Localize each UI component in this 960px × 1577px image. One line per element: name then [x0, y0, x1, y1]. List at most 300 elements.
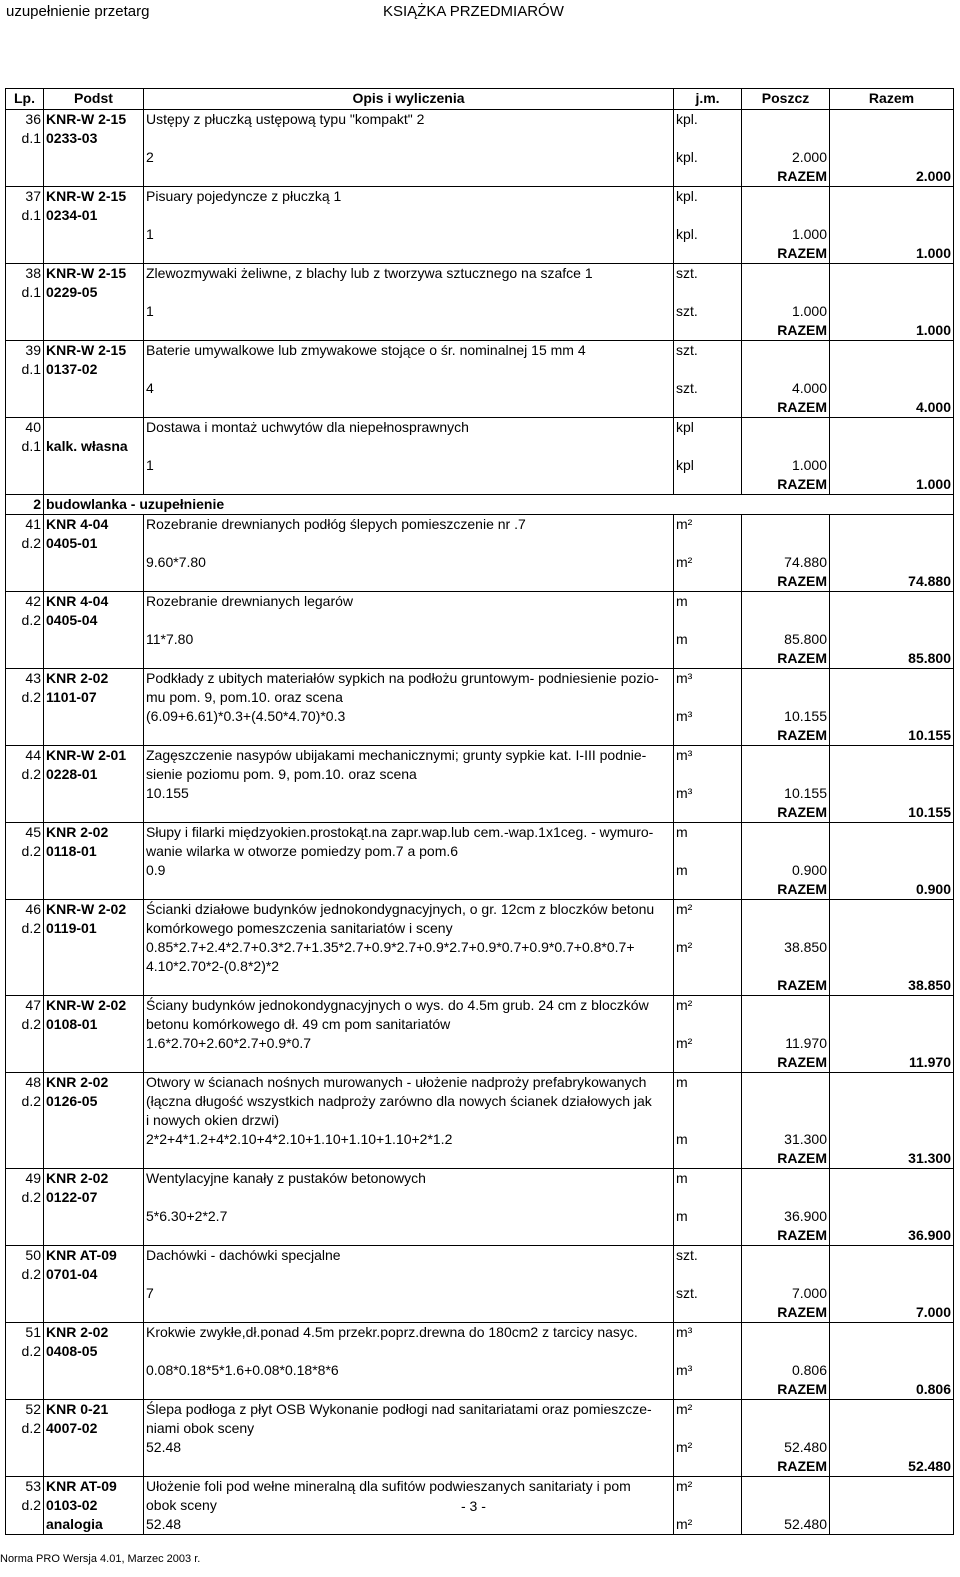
item-description: Słupy i filarki międzyokien.prostokąt.na zapr.wap.lub cem.-wap.1x1ceg. - wymuro-	[144, 823, 674, 843]
item-empty	[830, 456, 954, 475]
item-description: sienie poziomu pom. 9, pom.10. oraz scena	[144, 765, 674, 784]
item-empty	[830, 1438, 954, 1457]
razem-label: RAZEM	[742, 1303, 830, 1323]
item-number: 37	[6, 187, 44, 207]
item-code-detail: 0126-05	[44, 1092, 144, 1111]
item-empty	[742, 437, 830, 456]
item-description: Ścianki działowe budynków jednokondygnacyjnych, o gr. 12cm z bloczków betonu	[144, 900, 674, 920]
item-description: betonu komórkowego dł. 49 cm pom sanitariatów	[144, 1015, 674, 1034]
table-row	[6, 206, 954, 225]
item-empty	[674, 283, 742, 302]
item-empty	[674, 360, 742, 379]
item-empty	[742, 534, 830, 553]
item-chapter: d.2	[6, 765, 44, 784]
item-empty	[674, 1111, 742, 1130]
item-code: KNR AT-09	[44, 1477, 144, 1497]
item-description: komórkowego pomeszczenia sanitariatów i sceny	[144, 919, 674, 938]
item-description: Ułożenie foli pod wełne mineralną dla sufitów podwieszanych sanitariaty i pom	[144, 1477, 674, 1497]
item-empty	[144, 572, 674, 592]
item-description: niami obok sceny	[144, 1419, 674, 1438]
item-number: 49	[6, 1169, 44, 1189]
item-empty	[830, 1207, 954, 1226]
item-empty	[830, 957, 954, 976]
table-row	[6, 592, 954, 612]
table-row	[6, 398, 954, 418]
item-empty	[44, 1226, 144, 1246]
item-code-extra	[44, 553, 144, 572]
item-empty	[674, 244, 742, 264]
item-empty	[44, 1457, 144, 1477]
item-unit: m³	[674, 1323, 742, 1343]
item-empty	[6, 1130, 44, 1149]
item-empty	[144, 1226, 674, 1246]
item-empty	[830, 1188, 954, 1207]
razem-value: 0.806	[830, 1380, 954, 1400]
item-description: Ściany budynków jednokondygnacyjnych o wys. do 4.5m grub. 24 cm z bloczków	[144, 996, 674, 1016]
item-empty	[742, 592, 830, 612]
item-empty	[674, 437, 742, 456]
section-title: budowlanka - uzupełnienie	[44, 495, 954, 515]
item-empty	[742, 1188, 830, 1207]
item-empty	[742, 187, 830, 207]
item-description: i nowych okien drzwi)	[144, 1111, 674, 1130]
item-empty	[6, 1438, 44, 1457]
item-description	[144, 534, 674, 553]
item-chapter: d.2	[6, 611, 44, 630]
item-code-extra	[44, 707, 144, 726]
item-empty	[6, 976, 44, 996]
item-code-extra: analogia	[44, 1515, 144, 1535]
item-empty	[6, 726, 44, 746]
item-empty	[674, 1265, 742, 1284]
item-unit: m²	[674, 1477, 742, 1497]
table-row	[6, 688, 954, 707]
item-empty	[830, 187, 954, 207]
table-row	[6, 1284, 954, 1303]
item-chapter: d.2	[6, 919, 44, 938]
item-empty	[742, 129, 830, 148]
item-empty	[44, 726, 144, 746]
table-row	[6, 283, 954, 302]
item-empty	[830, 707, 954, 726]
item-empty	[742, 418, 830, 438]
item-chapter: d.2	[6, 1496, 44, 1515]
item-calc-unit: m	[674, 630, 742, 649]
razem-label: RAZEM	[742, 726, 830, 746]
table-row	[6, 110, 954, 130]
item-empty	[830, 630, 954, 649]
item-code-detail: 0229-05	[44, 283, 144, 302]
item-empty	[44, 957, 144, 976]
item-empty	[6, 784, 44, 803]
item-description	[144, 437, 674, 456]
item-empty	[742, 1111, 830, 1130]
item-empty	[674, 1092, 742, 1111]
item-code: KNR-W 2-02	[44, 996, 144, 1016]
col-header-podst: Podst	[44, 89, 144, 110]
item-empty	[674, 611, 742, 630]
item-empty	[830, 1169, 954, 1189]
item-description: Dostawa i montaż uchwytów dla niepełnosprawnych	[144, 418, 674, 438]
item-empty	[44, 1053, 144, 1073]
item-empty	[6, 649, 44, 669]
item-empty	[44, 244, 144, 264]
item-number: 39	[6, 341, 44, 361]
item-empty	[144, 1053, 674, 1073]
item-description: Zagęszczenie nasypów ubijakami mechanicznymi; grunty sypkie kat. I-III podnie-	[144, 746, 674, 766]
item-code: KNR 2-02	[44, 669, 144, 689]
item-empty	[6, 148, 44, 167]
item-empty	[742, 1073, 830, 1093]
table-row	[6, 1130, 954, 1149]
table-row	[6, 302, 954, 321]
table-row	[6, 746, 954, 766]
item-empty	[830, 515, 954, 535]
item-number: 44	[6, 746, 44, 766]
item-empty	[144, 1457, 674, 1477]
item-code-extra	[44, 861, 144, 880]
item-empty	[742, 765, 830, 784]
razem-value: 7.000	[830, 1303, 954, 1323]
item-empty	[742, 360, 830, 379]
item-empty	[6, 379, 44, 398]
table-row	[6, 456, 954, 475]
table-row	[6, 379, 954, 398]
item-empty	[144, 244, 674, 264]
table-row	[6, 630, 954, 649]
item-empty	[44, 572, 144, 592]
item-unit: m²	[674, 996, 742, 1016]
item-empty	[742, 1342, 830, 1361]
item-value: 1.000	[742, 225, 830, 244]
item-empty	[742, 1496, 830, 1515]
table-row	[6, 167, 954, 187]
item-empty	[674, 475, 742, 495]
table-row	[6, 1342, 954, 1361]
item-code-detail: 0228-01	[44, 765, 144, 784]
item-empty	[830, 1342, 954, 1361]
item-empty	[674, 1419, 742, 1438]
item-empty	[830, 765, 954, 784]
item-empty	[144, 1303, 674, 1323]
item-code-detail: kalk. własna	[44, 437, 144, 456]
item-code-detail: 0234-01	[44, 206, 144, 225]
item-empty	[830, 1034, 954, 1053]
razem-label: RAZEM	[742, 1457, 830, 1477]
table-row	[6, 1457, 954, 1477]
item-number: 48	[6, 1073, 44, 1093]
item-empty	[144, 1149, 674, 1169]
table-row	[6, 534, 954, 553]
item-description: wanie wilarka w otworze pomiedzy pom.7 a pom.6	[144, 842, 674, 861]
razem-label: RAZEM	[742, 321, 830, 341]
item-code-extra	[44, 225, 144, 244]
footer-text: Norma PRO Wersja 4.01, Marzec 2003 r.	[0, 1553, 201, 1565]
item-number: 47	[6, 996, 44, 1016]
item-number: 50	[6, 1246, 44, 1266]
item-code: KNR-W 2-15	[44, 264, 144, 284]
item-calculation: 4.10*2.70*2-(0.8*2)*2	[144, 957, 674, 976]
item-number: 45	[6, 823, 44, 843]
item-empty	[674, 1015, 742, 1034]
item-empty	[144, 321, 674, 341]
item-empty	[674, 765, 742, 784]
item-chapter: d.2	[6, 1342, 44, 1361]
item-empty	[6, 456, 44, 475]
table-row	[6, 823, 954, 843]
item-empty	[674, 1380, 742, 1400]
item-value: 0.806	[742, 1361, 830, 1380]
item-empty	[742, 110, 830, 130]
item-empty	[742, 611, 830, 630]
item-empty	[674, 880, 742, 900]
item-code-extra	[44, 1207, 144, 1226]
col-header-jm: j.m.	[674, 89, 742, 110]
item-empty	[674, 1496, 742, 1515]
item-empty	[830, 1130, 954, 1149]
item-empty	[674, 129, 742, 148]
item-empty	[674, 206, 742, 225]
item-description: Zlewozmywaki żeliwne, z blachy lub z tworzywa sztucznego na szafce 1	[144, 264, 674, 284]
razem-label: RAZEM	[742, 1226, 830, 1246]
item-empty	[144, 649, 674, 669]
item-empty	[742, 746, 830, 766]
item-calc-unit: m	[674, 861, 742, 880]
item-description: Baterie umywalkowe lub zmywakowe stojące o śr. nominalnej 15 mm 4	[144, 341, 674, 361]
item-code-extra	[44, 1034, 144, 1053]
item-chapter: d.1	[6, 437, 44, 456]
item-code-detail: 0122-07	[44, 1188, 144, 1207]
item-empty	[830, 1092, 954, 1111]
item-description: Dachówki - dachówki specjalne	[144, 1246, 674, 1266]
item-code: KNR 4-04	[44, 515, 144, 535]
item-calculation: 7	[144, 1284, 674, 1303]
razem-label: RAZEM	[742, 1380, 830, 1400]
item-number: 53	[6, 1477, 44, 1497]
item-empty	[830, 938, 954, 957]
item-value: 10.155	[742, 784, 830, 803]
item-empty	[742, 1169, 830, 1189]
item-empty	[6, 244, 44, 264]
item-empty	[830, 592, 954, 612]
page-number: - 3 -	[461, 1498, 486, 1514]
item-empty	[830, 611, 954, 630]
item-empty	[44, 1149, 144, 1169]
item-calc-unit: szt.	[674, 1284, 742, 1303]
item-empty	[742, 283, 830, 302]
item-empty	[44, 1303, 144, 1323]
item-empty	[830, 534, 954, 553]
item-value: 52.480	[742, 1515, 830, 1535]
item-empty	[830, 264, 954, 284]
item-code: KNR-W 2-15	[44, 187, 144, 207]
razem-label: RAZEM	[742, 1149, 830, 1169]
table-row	[6, 1303, 954, 1323]
item-code-extra	[44, 379, 144, 398]
item-empty	[742, 1400, 830, 1420]
item-empty	[6, 707, 44, 726]
col-header-lp: Lp.	[6, 89, 44, 110]
table-row	[6, 784, 954, 803]
item-value: 1.000	[742, 302, 830, 321]
item-code: KNR AT-09	[44, 1246, 144, 1266]
item-empty	[742, 842, 830, 861]
item-empty	[830, 1073, 954, 1093]
col-header-opis: Opis i wyliczenia	[144, 89, 674, 110]
item-calculation: 1	[144, 225, 674, 244]
item-empty	[6, 1284, 44, 1303]
item-empty	[674, 398, 742, 418]
item-calculation: 9.60*7.80	[144, 553, 674, 572]
razem-value: 1.000	[830, 475, 954, 495]
item-unit: szt.	[674, 1246, 742, 1266]
table-row	[6, 341, 954, 361]
table-row	[6, 1246, 954, 1266]
razem-value: 4.000	[830, 398, 954, 418]
item-empty	[144, 726, 674, 746]
item-unit: kpl.	[674, 110, 742, 130]
table-row	[6, 1015, 954, 1034]
table-row	[6, 360, 954, 379]
razem-label: RAZEM	[742, 1053, 830, 1073]
item-code: KNR 2-02	[44, 1169, 144, 1189]
item-empty	[44, 167, 144, 187]
item-empty	[44, 649, 144, 669]
item-calc-unit: m	[674, 1130, 742, 1149]
item-empty	[830, 360, 954, 379]
item-empty	[674, 1226, 742, 1246]
item-chapter: d.2	[6, 1188, 44, 1207]
table-row	[6, 919, 954, 938]
item-empty	[6, 1034, 44, 1053]
item-description	[144, 1265, 674, 1284]
item-chapter: d.2	[6, 1092, 44, 1111]
item-empty	[6, 1207, 44, 1226]
item-chapter: d.2	[6, 1015, 44, 1034]
razem-label: RAZEM	[742, 880, 830, 900]
item-code: KNR-W 2-15	[44, 110, 144, 130]
section-row	[6, 495, 954, 515]
table-row	[6, 225, 954, 244]
razem-label: RAZEM	[742, 167, 830, 187]
item-code-extra	[44, 302, 144, 321]
item-code-detail: 0119-01	[44, 919, 144, 938]
item-empty	[830, 225, 954, 244]
item-code-detail: 1101-07	[44, 688, 144, 707]
item-unit: kpl.	[674, 187, 742, 207]
item-calc-unit: m²	[674, 553, 742, 572]
item-empty	[742, 515, 830, 535]
table-row	[6, 996, 954, 1016]
item-empty	[830, 1400, 954, 1420]
measurement-table	[5, 88, 954, 1535]
item-empty	[6, 321, 44, 341]
table-row	[6, 1053, 954, 1073]
item-chapter: d.1	[6, 283, 44, 302]
header-title-center: KSIĄŻKA PRZEDMIARÓW	[383, 3, 564, 20]
table-row	[6, 129, 954, 148]
item-empty	[674, 1342, 742, 1361]
item-empty	[44, 803, 144, 823]
item-empty	[44, 398, 144, 418]
item-empty	[830, 1265, 954, 1284]
item-number: 43	[6, 669, 44, 689]
item-code: KNR 4-04	[44, 592, 144, 612]
table-row	[6, 264, 954, 284]
item-empty	[6, 861, 44, 880]
item-description: Rozebranie drewnianych podłóg ślepych pomieszczenie nr .7	[144, 515, 674, 535]
item-calc-unit: m²	[674, 938, 742, 957]
item-value: 7.000	[742, 1284, 830, 1303]
item-number: 41	[6, 515, 44, 535]
item-empty	[830, 1496, 954, 1515]
item-empty	[830, 1284, 954, 1303]
item-number: 38	[6, 264, 44, 284]
item-calculation: 52.48	[144, 1438, 674, 1457]
item-code-extra	[44, 1438, 144, 1457]
item-empty	[830, 283, 954, 302]
table-body	[6, 110, 954, 1535]
item-empty	[830, 148, 954, 167]
item-empty	[6, 1380, 44, 1400]
item-unit: m	[674, 823, 742, 843]
item-empty	[742, 823, 830, 843]
item-number: 51	[6, 1323, 44, 1343]
table-row	[6, 976, 954, 996]
table-row	[6, 1188, 954, 1207]
item-chapter: d.1	[6, 206, 44, 225]
item-value: 74.880	[742, 553, 830, 572]
item-value: 52.480	[742, 1438, 830, 1457]
item-empty	[674, 726, 742, 746]
table-row	[6, 1169, 954, 1189]
item-code-detail: 0118-01	[44, 842, 144, 861]
razem-value: 38.850	[830, 976, 954, 996]
item-empty	[6, 1457, 44, 1477]
item-calc-unit: kpl.	[674, 225, 742, 244]
item-empty	[674, 1303, 742, 1323]
section-number: 2	[6, 495, 44, 515]
table-row	[6, 1477, 954, 1497]
table-row	[6, 1323, 954, 1343]
item-empty	[674, 1457, 742, 1477]
item-description: Ślepa podłoga z płyt OSB Wykonanie podłogi nad sanitariatami oraz pomieszcze-	[144, 1400, 674, 1420]
razem-label: RAZEM	[742, 572, 830, 592]
item-empty	[6, 167, 44, 187]
item-empty	[144, 167, 674, 187]
table-row	[6, 1361, 954, 1380]
table-row	[6, 842, 954, 861]
item-code-extra	[44, 938, 144, 957]
item-empty	[830, 746, 954, 766]
item-empty	[6, 572, 44, 592]
item-calculation: (6.09+6.61)*0.3+(4.50*4.70)*0.3	[144, 707, 674, 726]
table-row	[6, 938, 954, 957]
item-empty	[44, 880, 144, 900]
item-empty	[742, 341, 830, 361]
item-calc-unit: szt.	[674, 302, 742, 321]
item-empty	[44, 976, 144, 996]
item-code-detail: 0408-05	[44, 1342, 144, 1361]
item-description: Podkłady z ubitych materiałów sypkich na podłożu gruntowym- podniesienie pozio-	[144, 669, 674, 689]
item-calculation: 0.9	[144, 861, 674, 880]
table-row	[6, 669, 954, 689]
item-empty	[6, 1149, 44, 1169]
item-calc-unit: m³	[674, 784, 742, 803]
item-empty	[830, 900, 954, 920]
item-empty	[830, 842, 954, 861]
item-empty	[742, 206, 830, 225]
